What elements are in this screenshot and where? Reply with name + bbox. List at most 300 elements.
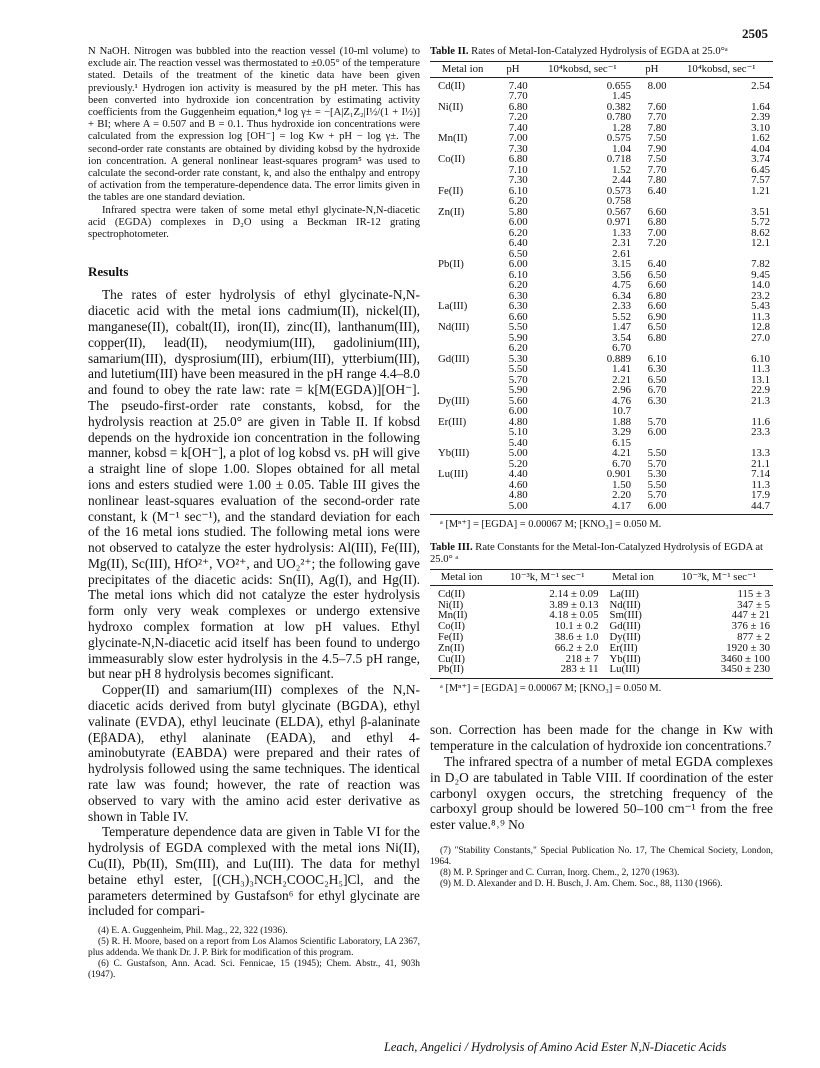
table-row	[430, 123, 773, 134]
metal-ion-cell: Dy(III)	[438, 394, 470, 407]
value-cell: 6.80	[647, 216, 667, 228]
metal-ion-cell: Ni(II)	[438, 100, 464, 113]
value-cell: 4.04	[751, 142, 770, 155]
metal-ion-cell: Nd(III)	[438, 321, 470, 333]
value-cell: 2.39	[751, 111, 770, 123]
value-cell: 6.50	[647, 373, 667, 386]
value-cell: 2.33	[612, 300, 632, 312]
value-cell: 4.76	[612, 394, 632, 407]
value-cell: 6.20	[508, 342, 528, 354]
table-row	[430, 301, 773, 312]
metal-ion-cell	[430, 228, 495, 239]
footnote: (5) R. H. Moore, based on a report from Los Alamos Scientific Laboratory, LA 2367, plus addenda. We thank Dr. J. P. Birk for modification of this program.	[88, 937, 420, 959]
metal-ion-cell: Ni(II)	[438, 598, 464, 611]
footnote: (8) M. P. Springer and C. Curran, Inorg. Chem., 2, 1270 (1963).	[440, 867, 680, 878]
table-row	[430, 333, 773, 344]
table-row	[430, 77, 773, 91]
footnotes-left	[88, 925, 420, 981]
value-cell: 7.40	[508, 79, 528, 92]
value-cell: 5.30	[508, 352, 528, 365]
value-cell	[670, 343, 773, 354]
left-column	[88, 46, 420, 981]
value-cell: 0.573	[606, 184, 632, 197]
table3-label: Table III.	[430, 542, 473, 554]
value-cell: 7.20	[647, 237, 667, 249]
value-cell: 0.889	[606, 352, 632, 365]
table-row	[430, 664, 773, 678]
value-cell: 6.30	[647, 363, 667, 375]
table-row	[430, 322, 773, 333]
metal-ion-cell	[430, 217, 495, 228]
value-cell: 6.50	[508, 247, 528, 260]
value-cell: 0.567	[606, 205, 632, 218]
metal-ion-cell	[430, 333, 495, 344]
value-cell: 0.655	[606, 79, 632, 92]
metal-ion-cell: Nd(III)	[609, 598, 641, 611]
value-cell: 0.901	[606, 468, 632, 480]
metal-ion-cell	[430, 364, 495, 375]
value-cell	[634, 406, 670, 417]
results-paragraph-3: Temperature dependence data are given in Table VI for the hydrolysis of EGDA complexed with the metal ions Ni(II), Cu(II), Pb(II), Sm(III), and Lu(III). The data for methyl betaine ethyl ester, [(CH₃)₃NCH₂COOC₂H₅]Cl, and the parameters determined by Gustafson⁶ for ethyl glycinate are included for compari-	[88, 824, 420, 919]
value-cell: 6.30	[508, 300, 528, 312]
column-header: pH	[495, 62, 531, 78]
value-cell: 6.40	[647, 258, 667, 270]
value-cell: 5.70	[647, 415, 667, 428]
value-cell: 5.80	[508, 205, 528, 218]
value-cell: 8.62	[751, 226, 770, 239]
value-cell: 2.44	[612, 174, 632, 186]
table-row	[430, 621, 773, 632]
value-cell: 1.62	[751, 132, 770, 144]
table-row	[430, 501, 773, 515]
value-cell: 6.00	[508, 216, 528, 228]
metal-ion-cell	[430, 406, 495, 417]
value-cell: 6.90	[647, 310, 667, 323]
value-cell: 1.45	[612, 90, 632, 102]
value-cell: 7.30	[508, 142, 528, 155]
value-cell: 3.74	[751, 153, 770, 165]
value-cell: 6.30	[647, 394, 667, 407]
value-cell: 2.20	[612, 489, 632, 501]
value-cell: 1.04	[612, 142, 632, 155]
results-paragraph-1: The rates of ester hydrolysis of ethyl glycinate-N,N-diacetic acid with the metal ions cadmium(II), nickel(II), manganese(II), cobalt(II), iron(II), zinc(II), lanthanum(III), copper(II), lead(II), neodymium(III), gadolinium(III), samarium(III), dysprosium(III), erbium(III), ytterbium(III), and lutetium(III) have been measured in the pH range 4.4–8.0 and found to obey the rate law: rate = k[M(EGDA)][OH⁻]. The pseudo-first-order rate constants, kobsd, for the hydrolysis reaction at 25.0° are given in Table II. If kobsd depends on the hydroxide ion concentration in the following manner, kobsd = k[OH⁻], a plot of log kobsd vs. pH will give a straight line of slope 1.00. Slopes obtained for all metal ions and esters studied were 1.00 ± 0.05. Table III gives the nonlinear least-squares evaluation of the second-order rate constant, k (M⁻¹ sec⁻¹), and the standard deviation for each of the 16 metal ions studied. The following metal ions were not observed to catalyze the ester hydrolysis: Al(III), Fe(III), Mg(II), Sc(III), HfO²⁺, VO²⁺, and UO₂²⁺; the following gave precipitates of the diacetic acids: Sn(II), Ag(I), and Hg(II). The metal ions which did not catalyze the ester hydrolysis form only very weak complexes or undergo extensive hydroxo complex formation at low pH values. Ethyl glycinate-N,N-diacetic acid itself has been found to undergo immeasurably slow ester hydrolysis in the 4.5–7.5 pH range, but near pH 8 hydrolysis becomes significant.	[88, 287, 420, 682]
metal-ion-cell: Er(III)	[438, 415, 467, 428]
value-cell: 6.10	[647, 352, 667, 365]
value-cell: 5.00	[495, 501, 531, 515]
value-cell: 7.10	[508, 163, 528, 176]
value-cell	[634, 91, 670, 102]
value-cell: 4.80	[508, 489, 528, 501]
value-cell: 7.50	[647, 132, 667, 144]
value-cell: 6.20	[508, 279, 528, 291]
metal-ion-cell	[430, 280, 495, 291]
table-row	[430, 459, 773, 470]
value-cell: 6.80	[508, 153, 528, 165]
value-cell: 1.41	[612, 363, 632, 375]
value-cell: 7.80	[647, 174, 667, 186]
value-cell: 12.1	[751, 237, 770, 249]
table3	[430, 569, 773, 679]
table-row	[430, 600, 773, 611]
column-header: 10⁻³k, M⁻¹ sec⁻¹	[665, 570, 773, 586]
table-row	[430, 91, 773, 102]
metal-ion-cell: Gd(III)	[438, 352, 470, 365]
value-cell: 7.70	[647, 163, 667, 176]
column-header: 10⁴kobsd, sec⁻¹	[531, 62, 634, 78]
table-row	[430, 259, 773, 270]
metal-ion-cell: Lu(III)	[438, 468, 468, 480]
value-cell: 3.10	[751, 121, 770, 134]
table2	[430, 61, 773, 515]
value-cell: 2.61	[612, 247, 632, 260]
table-row	[430, 585, 773, 599]
value-cell: 17.9	[751, 489, 770, 501]
footnotes-right	[430, 845, 773, 890]
table-row	[430, 102, 773, 113]
value-cell: 6.80	[647, 289, 667, 302]
table2-caption	[430, 46, 773, 58]
value-cell: 6.70	[612, 457, 632, 470]
value-cell: 0.780	[606, 111, 632, 123]
table2-title: Rates of Metal-Ion-Catalyzed Hydrolysis of EGDA at 25.0°ᵃ	[471, 46, 728, 57]
value-cell: 4.60	[508, 478, 528, 491]
value-cell: 1.33	[612, 226, 632, 239]
value-cell: 11.3	[751, 478, 770, 491]
right-paragraph-2: The infrared spectra of a number of metal EGDA complexes in D₂O are tabulated in Table VIII. If coordination of the ester carbonyl oxygen occurs, the stretching frequency of the carboxyl group should be lowered 50–100 cm⁻¹ from the free ester value.⁸˒⁹ No	[430, 753, 773, 833]
value-cell: 0.971	[606, 216, 632, 228]
table-row	[430, 438, 773, 449]
value-cell: 7.70	[508, 90, 528, 102]
footnote: (7) "Stability Constants," Special Publication No. 17, The Chemical Society, London, 1964.	[430, 845, 773, 867]
value-cell: 8.00	[647, 79, 667, 92]
value-cell	[670, 406, 773, 417]
column-header: Metal ion	[601, 570, 664, 586]
column-header: Metal ion	[430, 62, 495, 78]
table-row	[430, 165, 773, 176]
value-cell: 4.75	[612, 279, 632, 291]
value-cell: 3.89 ± 0.13	[549, 598, 599, 611]
table-row	[430, 238, 773, 249]
value-cell: 6.70	[647, 384, 667, 396]
value-cell: 7.40	[508, 121, 528, 134]
value-cell: 6.50	[647, 321, 667, 333]
right-column	[430, 46, 773, 890]
value-cell: 5.50	[508, 363, 528, 375]
table-row	[430, 406, 773, 417]
value-cell: 6.50	[647, 268, 667, 281]
table-row	[430, 270, 773, 281]
value-cell: 5.43	[751, 300, 770, 312]
value-cell: 5.40	[508, 436, 528, 449]
metal-ion-cell: Mn(II)	[438, 132, 468, 144]
table3-caption	[430, 542, 773, 566]
column-header: pH	[634, 62, 670, 78]
table-row	[430, 112, 773, 123]
value-cell: 1.47	[612, 321, 632, 333]
metal-ion-cell: Cd(II)	[438, 79, 465, 92]
value-cell: 6.80	[647, 331, 667, 344]
metal-ion-cell: Gd(III)	[609, 620, 641, 633]
value-cell: 22.9	[751, 384, 770, 396]
value-cell: 4.80	[508, 415, 528, 428]
value-cell: 6.45	[751, 163, 770, 176]
table2-header-row	[430, 62, 773, 78]
value-cell: 6.40	[508, 237, 528, 249]
table-row	[430, 217, 773, 228]
value-cell: 1.21	[751, 184, 770, 197]
metal-ion-cell: Zn(II)	[438, 205, 465, 218]
metal-ion-cell: Cu(II)	[438, 652, 465, 665]
value-cell: 7.20	[508, 111, 528, 123]
value-cell: 6.20	[508, 226, 528, 239]
value-cell: 115 ± 3	[737, 587, 770, 600]
value-cell: 7.80	[647, 121, 667, 134]
value-cell: 6.15	[612, 436, 632, 449]
metal-ion-cell: Lu(III)	[601, 664, 664, 678]
value-cell	[670, 91, 773, 102]
value-cell: 1.28	[612, 121, 632, 134]
value-cell: 5.70	[647, 489, 667, 501]
value-cell: 4.18 ± 0.05	[549, 609, 599, 622]
value-cell: 1.64	[751, 100, 770, 113]
value-cell: 7.50	[647, 153, 667, 165]
value-cell: 3460 ± 100	[720, 652, 770, 665]
metal-ion-cell	[430, 165, 495, 176]
metal-ion-cell: Yb(III)	[609, 652, 641, 665]
metal-ion-cell: La(III)	[438, 300, 468, 312]
value-cell: 6.80	[508, 100, 528, 113]
metal-ion-cell	[430, 91, 495, 102]
value-cell: 6.60	[647, 279, 667, 291]
value-cell: 6.10	[751, 352, 770, 365]
value-cell: 2.54	[751, 79, 770, 92]
value-cell: 5.50	[647, 478, 667, 491]
value-cell: 1920 ± 30	[726, 641, 770, 654]
value-cell	[634, 343, 670, 354]
table3-body	[430, 585, 773, 678]
value-cell: 3.56	[612, 268, 632, 281]
value-cell: 4.40	[508, 468, 528, 480]
table-row	[430, 396, 773, 407]
metal-ion-cell: Sm(III)	[609, 609, 642, 622]
metal-ion-cell: Yb(III)	[438, 447, 470, 459]
table-row	[430, 490, 773, 501]
value-cell: 7.60	[647, 100, 667, 113]
ir-paragraph: Infrared spectra were taken of some metal ethyl glycinate-N,N-diacetic acid (EGDA) complexes in D₂O using a Beckman IR-12 grating spectrophotometer.	[88, 204, 420, 241]
metal-ion-cell	[430, 385, 495, 396]
metal-ion-cell: Zn(II)	[438, 641, 465, 654]
table-row	[430, 448, 773, 459]
table-row	[430, 291, 773, 302]
value-cell: 5.70	[647, 457, 667, 470]
value-cell: 5.10	[508, 426, 528, 438]
value-cell: 5.72	[751, 216, 770, 228]
column-header: Metal ion	[430, 570, 493, 586]
value-cell: 5.60	[508, 394, 528, 407]
table-row	[430, 186, 773, 197]
value-cell	[670, 196, 773, 207]
table3-title: Rate Constants for the Metal-Ion-Catalyzed Hydrolysis of EGDA at 25.0° ᵃ	[430, 542, 763, 566]
value-cell: 10.7	[612, 405, 632, 417]
methods-paragraph: N NaOH. Nitrogen was bubbled into the reaction vessel (10-ml volume) to exclude air. The reaction vessel was thermostated to ±0.05° of the temperature stated. Details of the treatment of the kinetic data have been given previously.¹ Hydrogen ion activity is measured by the pH meter. This has been converted into hydroxide ion concentration by estimating activity coefficients from the Guggenheim equation,⁴ log γ± = −[A|Z₁Z₂|I½/(1 + I½)] + BI; where A = 0.507 and B = 0.1. Thus hydroxide ion concentrations were calculated from the expression log [OH⁻] = log Kw + pH − log γ±. The second-order rate constants are obtained by dividing kobsd by the hydroxide ion concentration. A general nonlinear least-squares program⁵ was used to calculate the second-order rate constant, k, and also the enthalpy and entropy of activation from the temperature-dependence data. The error limits given in the tables are one standard deviation.	[88, 46, 420, 204]
table-row	[430, 196, 773, 207]
running-footer: Leach, Angelici / Hydrolysis of Amino Acid Ester N,N-Diacetic Acids	[384, 1040, 727, 1054]
metal-ion-cell	[430, 196, 495, 207]
value-cell: 4.17	[531, 501, 634, 515]
value-cell: 5.52	[612, 310, 632, 323]
results-heading: Results	[88, 264, 129, 280]
value-cell: 6.34	[612, 289, 632, 302]
table-row	[430, 133, 773, 144]
value-cell: 5.50	[647, 447, 667, 459]
metal-ion-cell	[430, 343, 495, 354]
value-cell: 283 ± 11	[493, 664, 601, 678]
value-cell: 5.00	[508, 447, 528, 459]
value-cell: 2.21	[612, 373, 632, 386]
table-row	[430, 480, 773, 491]
value-cell: 0.382	[606, 100, 632, 113]
metal-ion-cell: Fe(II)	[438, 631, 464, 644]
value-cell: 218 ± 7	[565, 652, 599, 665]
metal-ion-cell: Er(III)	[609, 641, 638, 654]
value-cell: 7.90	[647, 142, 667, 155]
value-cell	[634, 196, 670, 207]
value-cell: 2.14 ± 0.09	[549, 587, 599, 600]
table-row	[430, 228, 773, 239]
table-row	[430, 632, 773, 643]
table2-body	[430, 77, 773, 515]
metal-ion-cell: Dy(III)	[609, 631, 641, 644]
value-cell: 1.52	[612, 163, 632, 176]
value-cell: 21.3	[751, 394, 770, 407]
value-cell: 2.31	[612, 237, 632, 249]
value-cell: 6.30	[508, 289, 528, 302]
table-row	[430, 249, 773, 260]
value-cell: 3.54	[612, 331, 632, 344]
value-cell: 5.90	[508, 331, 528, 344]
table-row	[430, 364, 773, 375]
metal-ion-cell: Mn(II)	[438, 609, 468, 622]
table3-note: ᵃ [Mⁿ⁺] = [EGDA] = 0.00067 M; [KNO₃] = 0.050 M.	[440, 683, 662, 695]
value-cell: 3450 ± 230	[665, 664, 773, 678]
metal-ion-cell: La(III)	[609, 587, 639, 600]
metal-ion-cell	[430, 175, 495, 186]
column-header: 10⁴kobsd, sec⁻¹	[670, 62, 773, 78]
value-cell: 376 ± 16	[731, 620, 770, 633]
value-cell: 7.82	[751, 258, 770, 270]
value-cell: 877 ± 2	[737, 631, 770, 644]
metal-ion-cell: Fe(II)	[438, 184, 464, 197]
value-cell: 1.50	[612, 478, 632, 491]
value-cell: 27.0	[751, 331, 770, 344]
value-cell: 3.15	[612, 258, 632, 270]
value-cell: 44.7	[670, 501, 773, 515]
metal-ion-cell	[430, 501, 495, 515]
metal-ion-cell	[430, 480, 495, 491]
value-cell: 3.51	[751, 205, 770, 218]
metal-ion-cell	[430, 112, 495, 123]
value-cell: 7.14	[751, 468, 770, 480]
footnote: (6) C. Gustafson, Ann. Acad. Sci. Fennicae, 15 (1945); Chem. Abstr., 41, 903h (1947).	[88, 959, 420, 981]
value-cell: 6.60	[647, 300, 667, 312]
table-row	[430, 343, 773, 354]
value-cell: 23.3	[751, 426, 770, 438]
value-cell: 6.60	[508, 310, 528, 323]
value-cell: 5.30	[647, 468, 667, 480]
value-cell: 6.20	[508, 195, 528, 207]
table-row	[430, 427, 773, 438]
metal-ion-cell	[430, 270, 495, 281]
value-cell: 5.50	[508, 321, 528, 333]
value-cell: 11.3	[751, 310, 770, 323]
metal-ion-cell: Co(II)	[438, 620, 465, 633]
metal-ion-cell: Pb(II)	[430, 664, 493, 678]
table-row	[430, 144, 773, 155]
value-cell: 6.40	[647, 184, 667, 197]
footnote: (4) E. A. Guggenheim, Phil. Mag., 22, 322 (1936).	[98, 926, 288, 937]
value-cell: 6.10	[508, 268, 528, 281]
table-row	[430, 175, 773, 186]
value-cell: 6.70	[612, 342, 632, 354]
table-row	[430, 417, 773, 428]
value-cell: 13.1	[751, 373, 770, 386]
value-cell: 6.00	[647, 426, 667, 438]
metal-ion-cell	[430, 427, 495, 438]
value-cell: 0.575	[606, 132, 632, 144]
table-row	[430, 312, 773, 323]
value-cell: 38.6 ± 1.0	[554, 631, 599, 644]
metal-ion-cell: Pb(II)	[438, 258, 464, 270]
table-row	[430, 469, 773, 480]
value-cell: 5.20	[508, 457, 528, 470]
footnote: (9) M. D. Alexander and D. H. Busch, J. Am. Chem. Soc., 88, 1130 (1966).	[440, 878, 723, 889]
page-number: 2505	[742, 26, 768, 41]
value-cell: 7.57	[751, 174, 770, 186]
metal-ion-cell: Co(II)	[438, 153, 465, 165]
value-cell: 5.90	[508, 384, 528, 396]
value-cell: 11.3	[751, 363, 770, 375]
value-cell: 7.70	[647, 111, 667, 123]
value-cell: 9.45	[751, 268, 770, 281]
value-cell: 5.70	[508, 373, 528, 386]
right-paragraph-1: son. Correction has been made for the change in Kw with temperature in the calculation of hydroxide ion concentrations.⁷	[430, 722, 773, 754]
table-row	[430, 154, 773, 165]
metal-ion-cell	[430, 490, 495, 501]
value-cell: 7.30	[508, 174, 528, 186]
value-cell: 66.2 ± 2.0	[554, 641, 599, 654]
value-cell: 6.10	[508, 184, 528, 197]
table2-label: Table II.	[430, 46, 469, 57]
value-cell: 1.88	[612, 415, 632, 428]
value-cell: 6.00	[634, 501, 670, 515]
value-cell: 23.2	[751, 289, 770, 302]
value-cell: 7.00	[508, 132, 528, 144]
metal-ion-cell	[430, 375, 495, 386]
metal-ion-cell: Cd(II)	[438, 587, 465, 600]
value-cell: 11.6	[751, 415, 770, 428]
value-cell: 21.1	[751, 457, 770, 470]
value-cell: 0.758	[606, 195, 632, 207]
value-cell: 7.00	[647, 226, 667, 239]
value-cell: 6.00	[508, 405, 528, 417]
table2-note: ᵃ [Mⁿ⁺] = [EGDA] = 0.00067 M; [KNO₃] = 0.050 M.	[440, 519, 662, 530]
value-cell: 6.60	[647, 205, 667, 218]
value-cell: 10.1 ± 0.2	[554, 620, 599, 633]
value-cell: 347 ± 5	[737, 598, 770, 611]
value-cell: 2.96	[612, 384, 632, 396]
value-cell: 4.21	[612, 447, 632, 459]
value-cell: 3.29	[612, 426, 632, 438]
